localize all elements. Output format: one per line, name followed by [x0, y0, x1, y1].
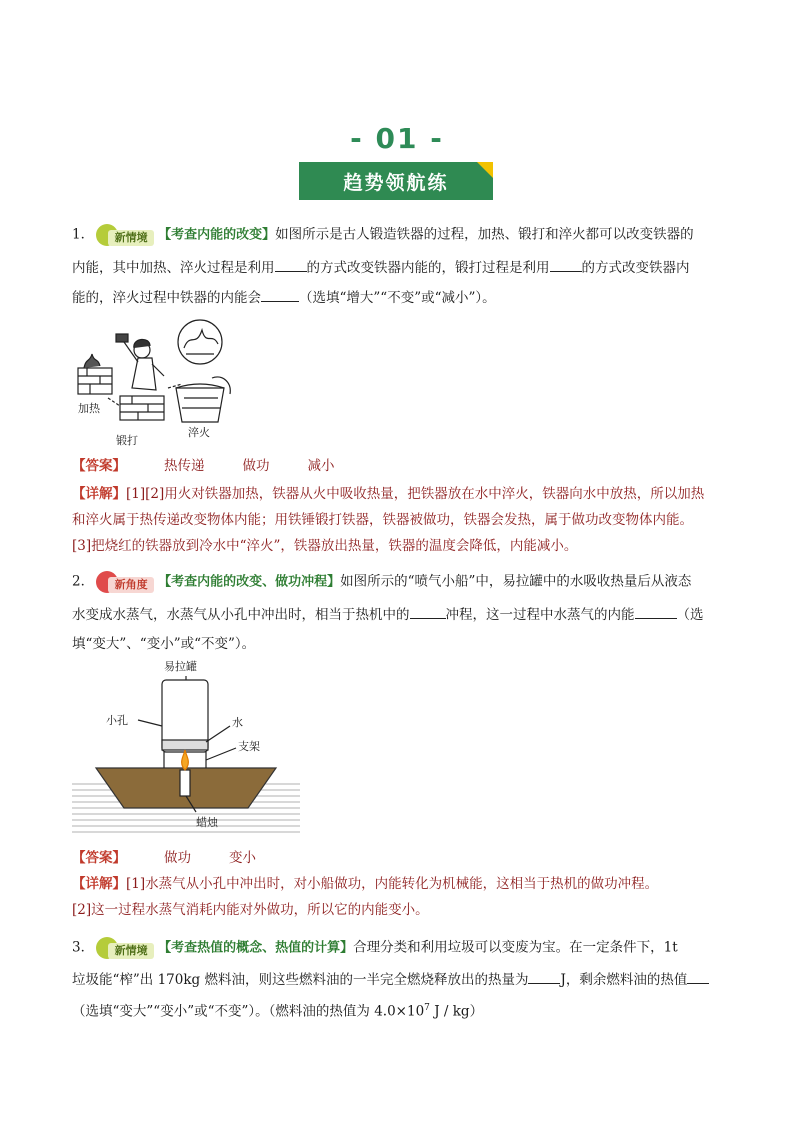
fig-label-can: 易拉罐 [164, 660, 197, 673]
q2-stem: 如图所示的“喷气小船”中，易拉罐中的水吸收热量后从液态 [340, 573, 692, 590]
q1-blank-2[interactable] [550, 258, 582, 272]
q3-exponent: 7 [424, 1003, 430, 1013]
q3-text: 垃圾能“榨”出 170kg 燃料油，则这些燃料油的一半完全燃烧释放出的热量为 [72, 972, 529, 988]
q1-number: 1． [72, 226, 95, 243]
fig-label-stand: 支架 [238, 740, 260, 753]
section-number: - 01 - [350, 122, 444, 155]
q1-text: 内能，其中加热、淬火过程是利用 [72, 260, 275, 276]
q1-line1 [72, 224, 732, 246]
answer-tag: 【答案】 [72, 850, 126, 866]
banner-title: 趋势领航练 [343, 171, 449, 194]
detail-tag: 【详解】 [72, 486, 126, 502]
q2-detail-text: [1]水蒸气从小孔中冲出时，对小船做功，内能转化为机械能，这相当于热机的做功冲程。 [126, 876, 659, 892]
q1-detail-text: [1][2]用火对铁器加热，铁器从火中吸收热量，把铁器放在水中淬火，铁器向水中放热，所以加热 [126, 486, 705, 502]
q3-text: （选填“变大”“变小”或“不变”）。（燃料油的热值为 4.0×10 [72, 1003, 425, 1020]
badge-label: 新角度 [108, 577, 154, 593]
q2-line3: 填“变大”、“变小”或“不变”）。 [72, 636, 256, 652]
q2-answer-line [72, 848, 732, 868]
q3-blank-1[interactable] [528, 970, 560, 984]
q1-detail-line2: 和淬火属于热传递改变物体内能；用铁锤锻打铁器，铁器被做功，铁器会发热，属于做功改变物体内能。 [72, 512, 693, 528]
q2-topic: 【考查内能的改变、做功冲程】 [158, 574, 341, 590]
q2-line1 [72, 571, 732, 593]
q1-text: 能的，淬火过程中铁器的内能会 [72, 290, 261, 306]
q1-line3 [72, 288, 732, 308]
q1-stem: 如图所示是古人锻造铁器的过程，加热、锻打和淬火都可以改变铁器的 [275, 226, 694, 243]
q1-topic: 【考查内能的改变】 [158, 227, 276, 243]
q1-answer-line [72, 456, 732, 476]
badge-label: 新情境 [108, 943, 154, 959]
q2-answer-1: 做功 [164, 850, 191, 866]
q1-detail-line3: [3]把烧红的铁器放到冷水中“淬火”，铁器放出热量，铁器的温度会降低，内能减小。 [72, 538, 578, 554]
q1-blank-1[interactable] [275, 258, 307, 272]
q1-answer-3: 减小 [307, 458, 335, 474]
q2-detail-line1 [72, 874, 732, 894]
new-situation-badge [96, 937, 156, 959]
q3-number: 3． [72, 939, 95, 956]
q1-answer-1: 热传递 [164, 458, 205, 474]
detail-tag: 【详解】 [72, 876, 126, 892]
badge-label: 新情境 [108, 230, 154, 246]
fig-label-quench: 淬火 [188, 426, 210, 439]
q2-line2 [72, 605, 732, 625]
q2-answer-2: 变小 [229, 850, 256, 866]
fig-label-water: 水 [232, 716, 243, 729]
q3-line3 [72, 998, 732, 1022]
q2-detail-line2: [2]这一过程水蒸气消耗内能对外做功，所以它的内能变小。 [72, 902, 429, 918]
q2-number: 2． [72, 573, 95, 590]
q1-line2 [72, 258, 732, 278]
fig-label-forge: 锻打 [116, 434, 138, 447]
q3-topic: 【考查热值的概念、热值的计算】 [158, 940, 354, 956]
q1-text: （选填“增大”“不变”或“减小”）。 [299, 290, 496, 306]
q3-line2 [72, 970, 732, 990]
q1-text: 的方式改变铁器内 [581, 260, 690, 276]
q3-stem: 合理分类和利用垃圾可以变废为宝。在一定条件下，1t [353, 939, 678, 956]
q3-blank-2[interactable] [687, 970, 709, 984]
q1-detail-line1 [72, 484, 732, 504]
q1-blank-3[interactable] [261, 288, 299, 302]
forging-figure [72, 318, 242, 450]
q2-text: 水变成水蒸气，水蒸气从小孔中冲出时，相当于热机中的 [72, 607, 410, 623]
q2-blank-2[interactable] [635, 605, 677, 619]
q3-line1 [72, 937, 732, 959]
new-situation-badge [96, 224, 156, 246]
section-banner [299, 162, 493, 200]
q2-blank-1[interactable] [410, 605, 446, 619]
answer-tag: 【答案】 [72, 458, 126, 474]
q2-text: 冲程，这一过程中水蒸气的内能 [445, 607, 635, 623]
q1-answer-2: 做功 [242, 458, 270, 474]
banner-corner-decoration [477, 162, 493, 178]
q2-text: （选 [676, 607, 704, 623]
fig-label-hole: 小孔 [106, 714, 128, 727]
q1-text: 的方式改变铁器内能的，锻打过程是利用 [306, 260, 550, 276]
new-angle-badge [96, 571, 156, 593]
steam-boat-figure [72, 656, 300, 840]
q3-text: J / kg） [429, 1003, 484, 1020]
fig-label-heat: 加热 [78, 402, 100, 415]
q3-text: J，剩余燃料油的热值 [560, 972, 688, 988]
fig-label-candle: 蜡烛 [196, 816, 218, 829]
